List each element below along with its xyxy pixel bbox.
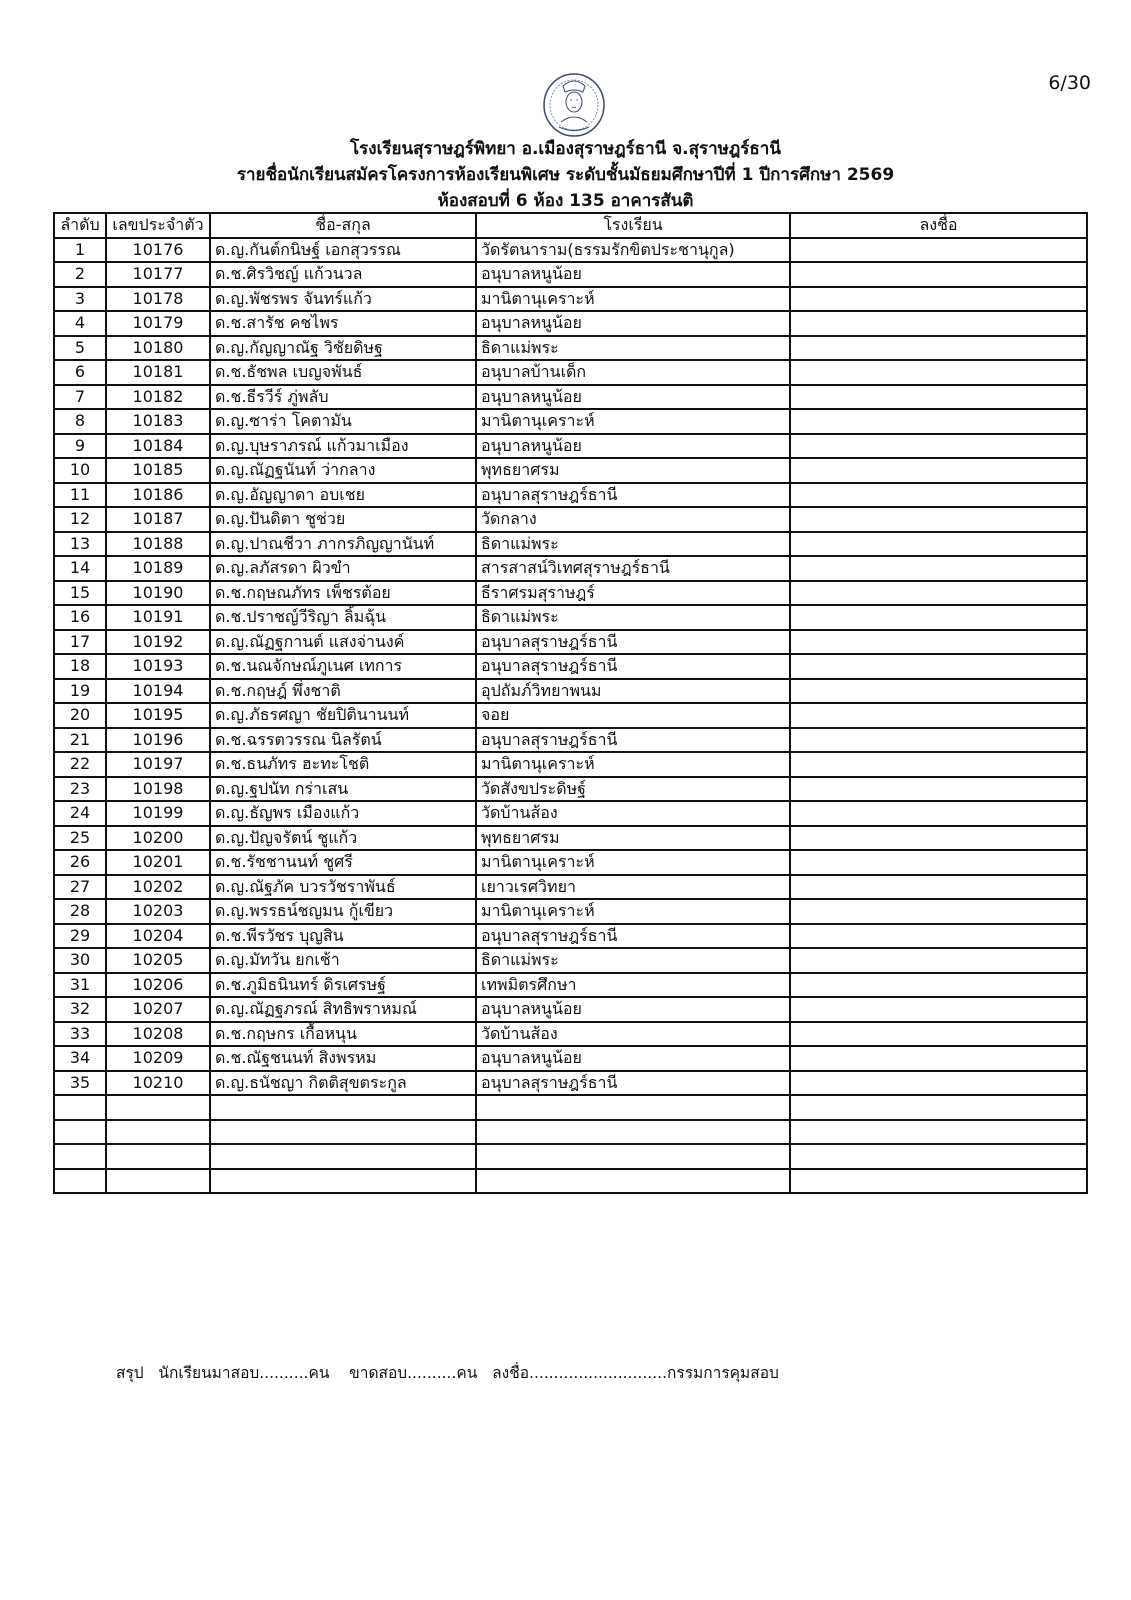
cell-school: มานิตานุเคราะห์ <box>476 899 790 924</box>
column-header-order: ลำดับ <box>54 213 106 238</box>
cell-student-id: 10176 <box>106 238 210 263</box>
cell-order: 18 <box>54 654 106 679</box>
table-row <box>54 287 1087 312</box>
table-row <box>54 948 1087 973</box>
table-row <box>54 434 1087 459</box>
cell-student-name <box>210 1144 476 1169</box>
cell-student-id: 10187 <box>106 507 210 532</box>
cell-order: 19 <box>54 679 106 704</box>
table-row <box>54 311 1087 336</box>
cell-student-name: ด.ญ.ซาร่า โคตามัน <box>210 409 476 434</box>
cell-school: จอย <box>476 703 790 728</box>
column-header-student-id: เลขประจำตัว <box>106 213 210 238</box>
table-row <box>54 1095 1087 1120</box>
cell-student-name: ด.ช.กฤษกร เกื้อหนุน <box>210 1022 476 1047</box>
cell-order: 14 <box>54 556 106 581</box>
cell-signature[interactable] <box>790 948 1087 973</box>
table-header-row <box>54 213 1087 238</box>
table-row <box>54 409 1087 434</box>
column-header-signature: ลงชื่อ <box>790 213 1087 238</box>
cell-student-name: ด.ญ.ปาณชีวา ภากรภิญญานันท์ <box>210 532 476 557</box>
table-row <box>54 997 1087 1022</box>
cell-student-id: 10181 <box>106 360 210 385</box>
cell-signature[interactable] <box>790 826 1087 851</box>
cell-school: วัดกลาง <box>476 507 790 532</box>
cell-order: 28 <box>54 899 106 924</box>
cell-student-name: ด.ญ.ณัฏฐภรณ์ สิทธิพราหมณ์ <box>210 997 476 1022</box>
cell-student-id: 10209 <box>106 1046 210 1071</box>
cell-signature[interactable] <box>790 262 1087 287</box>
cell-school: พุทธยาศรม <box>476 826 790 851</box>
cell-student-name: ด.ญ.มัทวัน ยกเช้า <box>210 948 476 973</box>
cell-order: 1 <box>54 238 106 263</box>
cell-order: 24 <box>54 801 106 826</box>
cell-signature[interactable] <box>790 532 1087 557</box>
table-row <box>54 1120 1087 1145</box>
page-number: 6/30 <box>1048 72 1091 94</box>
cell-school: มานิตานุเคราะห์ <box>476 287 790 312</box>
cell-school: พุทธยาศรม <box>476 458 790 483</box>
table-row <box>54 752 1087 777</box>
cell-student-id: 10186 <box>106 483 210 508</box>
cell-student-id: 10195 <box>106 703 210 728</box>
cell-student-id: 10188 <box>106 532 210 557</box>
cell-school: มานิตานุเคราะห์ <box>476 409 790 434</box>
column-header-name: ชื่อ-สกุล <box>210 213 476 238</box>
cell-student-id: 10185 <box>106 458 210 483</box>
cell-school: ธิดาแม่พระ <box>476 532 790 557</box>
cell-school <box>476 1120 790 1145</box>
cell-order <box>54 1095 106 1120</box>
cell-order: 7 <box>54 385 106 410</box>
column-header-school: โรงเรียน <box>476 213 790 238</box>
table-row <box>54 777 1087 802</box>
cell-school: ธีราศรมสุราษฎร์ <box>476 581 790 606</box>
cell-student-id <box>106 1169 210 1194</box>
cell-student-id: 10205 <box>106 948 210 973</box>
cell-order <box>54 1120 106 1145</box>
cell-school: เยาวเรศวิทยา <box>476 875 790 900</box>
cell-student-name: ด.ช.ณัฐชนนท์ สิงพรหม <box>210 1046 476 1071</box>
table-row <box>54 973 1087 998</box>
cell-order: 20 <box>54 703 106 728</box>
cell-order: 23 <box>54 777 106 802</box>
cell-signature[interactable] <box>790 238 1087 263</box>
table-row <box>54 703 1087 728</box>
cell-student-id: 10191 <box>106 605 210 630</box>
cell-student-id: 10177 <box>106 262 210 287</box>
cell-signature[interactable] <box>790 1120 1087 1145</box>
cell-student-id: 10183 <box>106 409 210 434</box>
cell-school: วัดบ้านส้อง <box>476 801 790 826</box>
table-row <box>54 262 1087 287</box>
cell-student-name: ด.ญ.ภัธรศญา ชัยปิตินานนท์ <box>210 703 476 728</box>
cell-student-name: ด.ช.พีรวัชร บุญสิน <box>210 924 476 949</box>
cell-student-id: 10179 <box>106 311 210 336</box>
cell-signature[interactable] <box>790 679 1087 704</box>
cell-student-id: 10194 <box>106 679 210 704</box>
cell-student-id: 10202 <box>106 875 210 900</box>
cell-school: วัดบ้านส้อง <box>476 1022 790 1047</box>
cell-order: 31 <box>54 973 106 998</box>
cell-student-id: 10199 <box>106 801 210 826</box>
cell-school <box>476 1095 790 1120</box>
cell-order: 21 <box>54 728 106 753</box>
cell-school: วัดสังขประดิษฐ์ <box>476 777 790 802</box>
cell-signature[interactable] <box>790 360 1087 385</box>
cell-student-id <box>106 1144 210 1169</box>
cell-student-name: ด.ญ.ธนัชญา กิตติสุขตระกูล <box>210 1071 476 1096</box>
cell-school: ธิดาแม่พระ <box>476 948 790 973</box>
cell-signature[interactable] <box>790 924 1087 949</box>
cell-order: 10 <box>54 458 106 483</box>
table-row <box>54 507 1087 532</box>
cell-student-name: ด.ช.ธีรวีร์ ภู่พลับ <box>210 385 476 410</box>
cell-school <box>476 1144 790 1169</box>
cell-student-name: ด.ญ.ณัฏฐนันท์ ว่ากลาง <box>210 458 476 483</box>
cell-order <box>54 1144 106 1169</box>
cell-student-id: 10193 <box>106 654 210 679</box>
cell-order: 17 <box>54 630 106 655</box>
table-row <box>54 458 1087 483</box>
cell-order: 15 <box>54 581 106 606</box>
table-row <box>54 826 1087 851</box>
cell-student-id: 10200 <box>106 826 210 851</box>
cell-school: มานิตานุเคราะห์ <box>476 752 790 777</box>
cell-student-name: ด.ญ.ณัฏฐกานต์ แสงจ่านงค์ <box>210 630 476 655</box>
cell-student-name: ด.ช.สารัช คชไพร <box>210 311 476 336</box>
cell-school: มานิตานุเคราะห์ <box>476 850 790 875</box>
cell-student-id <box>106 1120 210 1145</box>
table-row <box>54 532 1087 557</box>
cell-signature[interactable] <box>790 385 1087 410</box>
cell-order: 16 <box>54 605 106 630</box>
table-row <box>54 654 1087 679</box>
cell-signature[interactable] <box>790 1022 1087 1047</box>
cell-school: อนุบาลหนูน้อย <box>476 434 790 459</box>
cell-school: อนุบาลสุราษฎร์ธานี <box>476 654 790 679</box>
cell-order: 30 <box>54 948 106 973</box>
cell-school: อนุบาลสุราษฎร์ธานี <box>476 483 790 508</box>
table-row <box>54 679 1087 704</box>
cell-signature[interactable] <box>790 483 1087 508</box>
cell-student-name: ด.ช.ศิรวิชญ์ แก้วนวล <box>210 262 476 287</box>
cell-student-id: 10206 <box>106 973 210 998</box>
cell-signature[interactable] <box>790 1046 1087 1071</box>
cell-student-id: 10196 <box>106 728 210 753</box>
cell-order: 26 <box>54 850 106 875</box>
table-row <box>54 360 1087 385</box>
cell-student-name: ด.ญ.พรรธน์ชญมน กู้เขียว <box>210 899 476 924</box>
cell-school: อนุบาลหนูน้อย <box>476 262 790 287</box>
cell-student-name: ด.ช.กฤษณภัทร เพ็ชรต้อย <box>210 581 476 606</box>
cell-signature[interactable] <box>790 1071 1087 1096</box>
cell-school: อนุบาลหนูน้อย <box>476 385 790 410</box>
table-row <box>54 1169 1087 1194</box>
table-row <box>54 728 1087 753</box>
cell-order: 35 <box>54 1071 106 1096</box>
cell-order: 34 <box>54 1046 106 1071</box>
cell-student-id: 10189 <box>106 556 210 581</box>
cell-student-name: ด.ช.ฉรรตวรรณ นิลรัตน์ <box>210 728 476 753</box>
cell-order: 4 <box>54 311 106 336</box>
cell-signature[interactable] <box>790 336 1087 361</box>
cell-student-id: 10210 <box>106 1071 210 1096</box>
cell-school: อนุบาลสุราษฎร์ธานี <box>476 924 790 949</box>
cell-signature[interactable] <box>790 899 1087 924</box>
cell-student-id: 10192 <box>106 630 210 655</box>
cell-student-id: 10198 <box>106 777 210 802</box>
cell-student-id: 10201 <box>106 850 210 875</box>
cell-order: 32 <box>54 997 106 1022</box>
cell-signature[interactable] <box>790 703 1087 728</box>
table-row <box>54 899 1087 924</box>
cell-student-name: ด.ญ.ปันดิตา ชูช่วย <box>210 507 476 532</box>
cell-school: สารสาสน์วิเทศสุราษฎร์ธานี <box>476 556 790 581</box>
cell-student-id: 10190 <box>106 581 210 606</box>
cell-order: 12 <box>54 507 106 532</box>
cell-school: อนุบาลหนูน้อย <box>476 1046 790 1071</box>
cell-student-id: 10197 <box>106 752 210 777</box>
cell-signature[interactable] <box>790 409 1087 434</box>
cell-signature[interactable] <box>790 1144 1087 1169</box>
cell-student-id: 10207 <box>106 997 210 1022</box>
cell-signature[interactable] <box>790 311 1087 336</box>
cell-order: 2 <box>54 262 106 287</box>
cell-order: 29 <box>54 924 106 949</box>
exam-room-heading: ห้องสอบที่ 6 ห้อง 135 อาคารสันติ <box>437 191 694 211</box>
cell-signature[interactable] <box>790 728 1087 753</box>
cell-school: ธิดาแม่พระ <box>476 336 790 361</box>
cell-signature[interactable] <box>790 556 1087 581</box>
cell-order <box>54 1169 106 1194</box>
exam-summary-line: สรุป นักเรียนมาสอบ..........คน ขาดสอบ..........คน ลงชื่อ............................กรรมการคุมสอบ <box>116 1364 779 1382</box>
cell-order: 9 <box>54 434 106 459</box>
cell-student-name <box>210 1120 476 1145</box>
cell-school: อนุบาลสุราษฎร์ธานี <box>476 1071 790 1096</box>
cell-student-name: ด.ช.ธัชพล เบญจพันธ์ <box>210 360 476 385</box>
cell-student-name <box>210 1095 476 1120</box>
cell-signature[interactable] <box>790 507 1087 532</box>
cell-order: 8 <box>54 409 106 434</box>
table-row <box>54 336 1087 361</box>
table-body <box>54 238 1087 1194</box>
cell-student-name: ด.ช.ภูมิธนินทร์ ดิรเศรษฐ์ <box>210 973 476 998</box>
school-emblem-icon <box>541 72 607 138</box>
cell-order: 33 <box>54 1022 106 1047</box>
cell-signature[interactable] <box>790 752 1087 777</box>
cell-student-name: ด.ญ.กันต์กนิษฐ์ เอกสุวรรณ <box>210 238 476 263</box>
table-row <box>54 1071 1087 1096</box>
table-row <box>54 385 1087 410</box>
cell-student-id: 10203 <box>106 899 210 924</box>
cell-signature[interactable] <box>790 654 1087 679</box>
cell-order: 6 <box>54 360 106 385</box>
table-row <box>54 924 1087 949</box>
cell-school: วัดรัตนาราม(ธรรมรักขิตประชานุกูล) <box>476 238 790 263</box>
table-row <box>54 238 1087 263</box>
cell-student-id: 10208 <box>106 1022 210 1047</box>
cell-signature[interactable] <box>790 777 1087 802</box>
cell-order: 11 <box>54 483 106 508</box>
cell-signature[interactable] <box>790 605 1087 630</box>
cell-signature[interactable] <box>790 850 1087 875</box>
cell-signature[interactable] <box>790 434 1087 459</box>
cell-student-name: ด.ญ.ธัญพร เมืองแก้ว <box>210 801 476 826</box>
cell-signature[interactable] <box>790 875 1087 900</box>
cell-order: 22 <box>54 752 106 777</box>
cell-school: เทพมิตรศึกษา <box>476 973 790 998</box>
cell-order: 27 <box>54 875 106 900</box>
cell-signature[interactable] <box>790 630 1087 655</box>
cell-student-id: 10184 <box>106 434 210 459</box>
cell-student-id: 10178 <box>106 287 210 312</box>
cell-school: อนุบาลสุราษฎร์ธานี <box>476 630 790 655</box>
table-row <box>54 605 1087 630</box>
cell-signature[interactable] <box>790 581 1087 606</box>
document-title: รายชื่อนักเรียนสมัครโครงการห้องเรียนพิเศษ ระดับชั้นมัธยมศึกษาปีที่ 1 ปีการศึกษา 2569 <box>236 165 895 185</box>
cell-signature[interactable] <box>790 801 1087 826</box>
table-row <box>54 630 1087 655</box>
cell-school <box>476 1169 790 1194</box>
cell-school: ธิดาแม่พระ <box>476 605 790 630</box>
table-row <box>54 850 1087 875</box>
cell-order: 25 <box>54 826 106 851</box>
cell-student-name: ด.ช.ธนภัทร ฮะทะโชติ <box>210 752 476 777</box>
cell-student-name: ด.ญ.ฐปนัท กร่าเสน <box>210 777 476 802</box>
cell-signature[interactable] <box>790 997 1087 1022</box>
cell-student-name: ด.ช.กฤษฎ์ พึ่งชาติ <box>210 679 476 704</box>
table-row <box>54 1046 1087 1071</box>
cell-order: 13 <box>54 532 106 557</box>
cell-signature[interactable] <box>790 458 1087 483</box>
table-row <box>54 483 1087 508</box>
cell-student-name: ด.ญ.ลภัสรดา ผิวขำ <box>210 556 476 581</box>
cell-signature[interactable] <box>790 973 1087 998</box>
cell-student-id: 10182 <box>106 385 210 410</box>
table-row <box>54 875 1087 900</box>
cell-signature[interactable] <box>790 287 1087 312</box>
cell-student-name: ด.ญ.บุษราภรณ์ แก้วมาเมือง <box>210 434 476 459</box>
table-row <box>54 1144 1087 1169</box>
cell-student-name: ด.ช.รัชชานนท์ ชูศรี <box>210 850 476 875</box>
cell-order: 3 <box>54 287 106 312</box>
cell-order: 5 <box>54 336 106 361</box>
table-row <box>54 556 1087 581</box>
cell-student-name: ด.ช.นณจักษณ์ภูเนศ เทการ <box>210 654 476 679</box>
cell-school: อนุบาลหนูน้อย <box>476 997 790 1022</box>
cell-school: อุปถัมภ์วิทยาพนม <box>476 679 790 704</box>
cell-signature[interactable] <box>790 1095 1087 1120</box>
cell-student-name: ด.ญ.ณัฐภัค บวรวัชราพันธ์ <box>210 875 476 900</box>
table-row <box>54 1022 1087 1047</box>
cell-student-name: ด.ญ.พัชรพร จันทร์แก้ว <box>210 287 476 312</box>
cell-student-name: ด.ญ.อัญญาดา อบเชย <box>210 483 476 508</box>
cell-school: อนุบาลบ้านเด็ก <box>476 360 790 385</box>
table-row <box>54 801 1087 826</box>
cell-student-id <box>106 1095 210 1120</box>
school-name-heading: โรงเรียนสุราษฎร์พิทยา อ.เมืองสุราษฎร์ธานี จ.สุราษฎร์ธานี <box>350 139 781 159</box>
cell-student-name: ด.ญ.ปัญจรัตน์ ชูแก้ว <box>210 826 476 851</box>
table-row <box>54 581 1087 606</box>
cell-student-id: 10180 <box>106 336 210 361</box>
cell-student-name: ด.ญ.กัญญาณัฐ วิชัยดิษฐ <box>210 336 476 361</box>
student-roster-table <box>53 212 1088 1194</box>
cell-school: อนุบาลหนูน้อย <box>476 311 790 336</box>
cell-student-name: ด.ช.ปราชญ์วีริญา ลิ้มฉุ้น <box>210 605 476 630</box>
cell-student-name <box>210 1169 476 1194</box>
cell-signature[interactable] <box>790 1169 1087 1194</box>
cell-student-id: 10204 <box>106 924 210 949</box>
cell-school: อนุบาลสุราษฎร์ธานี <box>476 728 790 753</box>
